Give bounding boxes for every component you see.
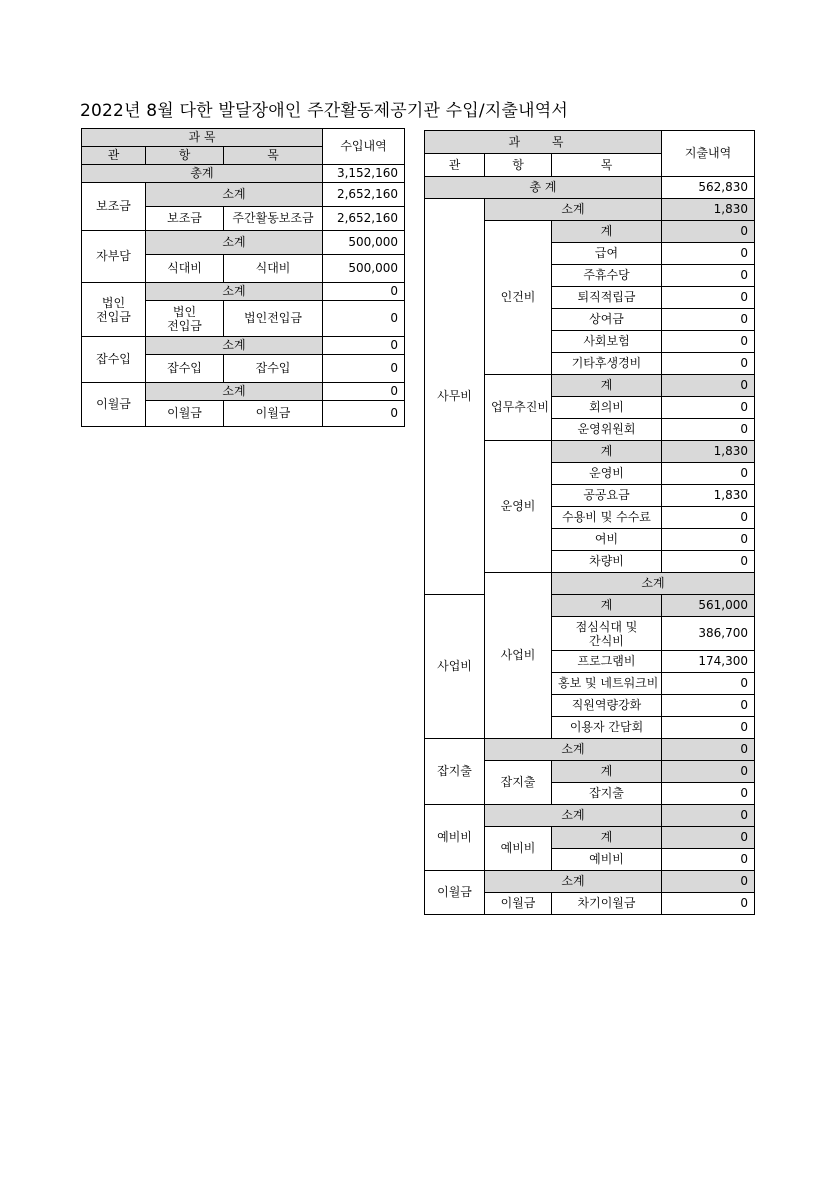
expense-subtotal-label: 소계 (485, 805, 662, 827)
expense-mok-cell: 공공요금 (552, 485, 662, 507)
expense-subtotal-label: 소계 (485, 871, 662, 893)
expense-mok-cell: 운영비 (552, 463, 662, 485)
income-total-amount: 3,152,160 (323, 165, 405, 183)
expense-table (424, 130, 755, 915)
expense-amount-cell: 0 (662, 717, 755, 739)
income-header-mok: 목 (224, 147, 323, 165)
income-amount-cell: 0 (323, 301, 405, 337)
expense-gwan-cell: 예비비 (425, 805, 485, 871)
income-hang-cell: 이월금 (146, 401, 224, 427)
expense-amount-cell: 386,700 (662, 617, 755, 651)
income-subtotal-label: 소계 (146, 283, 323, 301)
expense-amount-cell: 1,830 (662, 485, 755, 507)
expense-subtotal-amount: 0 (662, 871, 755, 893)
expense-hang-cell: 인건비 (485, 221, 552, 375)
income-hang-cell: 법인 전입금 (146, 301, 224, 337)
income-amount-cell: 2,652,160 (323, 207, 405, 231)
expense-mok-cell: 계 (552, 827, 662, 849)
expense-subtotal-amount: 1,830 (662, 199, 755, 221)
income-total-label: 총계 (82, 165, 323, 183)
income-subtotal-amount: 0 (323, 383, 405, 401)
income-subtotal-label: 소계 (146, 231, 323, 255)
expense-mok-cell: 급여 (552, 243, 662, 265)
expense-mok-cell: 퇴직적립금 (552, 287, 662, 309)
income-subtotal-amount: 0 (323, 337, 405, 355)
income-hang-cell: 보조금 (146, 207, 224, 231)
expense-mok-cell: 프로그램비 (552, 651, 662, 673)
expense-mok-cell: 여비 (552, 529, 662, 551)
expense-total-amount: 562,830 (662, 177, 755, 199)
expense-amount-cell: 0 (662, 551, 755, 573)
income-amount-cell: 0 (323, 401, 405, 427)
income-amount-cell: 0 (323, 355, 405, 383)
expense-amount-cell: 0 (662, 673, 755, 695)
income-header-gwan: 관 (82, 147, 146, 165)
income-header-gwamok: 과 목 (82, 129, 323, 147)
expense-amount-cell: 1,830 (662, 441, 755, 463)
expense-mok-cell: 계 (552, 441, 662, 463)
expense-mok-cell: 차기이월금 (552, 893, 662, 915)
expense-hang-cell: 예비비 (485, 827, 552, 871)
expense-mok-cell: 계 (552, 221, 662, 243)
expense-amount-cell: 0 (662, 507, 755, 529)
expense-mok-cell: 주휴수당 (552, 265, 662, 287)
expense-subtotal-label: 소계 (485, 199, 662, 221)
expense-hang-cell: 이월금 (485, 893, 552, 915)
expense-mok-cell: 계 (552, 595, 662, 617)
income-subtotal-amount: 0 (323, 283, 405, 301)
expense-amount-cell: 0 (662, 419, 755, 441)
expense-mok-cell: 사회보험 (552, 331, 662, 353)
expense-amount-cell: 0 (662, 529, 755, 551)
expense-gwan-cell: 사업비 (485, 573, 552, 739)
expense-subtotal-amount: 0 (662, 739, 755, 761)
expense-mok-cell: 계 (552, 375, 662, 397)
income-subtotal-label: 소계 (146, 383, 323, 401)
expense-amount-cell: 0 (662, 463, 755, 485)
expense-amount-cell: 0 (662, 827, 755, 849)
income-subtotal-amount: 500,000 (323, 231, 405, 255)
expense-amount-cell: 0 (662, 761, 755, 783)
expense-subtotal-amount: 0 (662, 805, 755, 827)
income-gwan-cell: 이월금 (82, 383, 146, 427)
income-gwan-cell: 잡수입 (82, 337, 146, 383)
expense-mok-cell: 이용자 간담회 (552, 717, 662, 739)
income-mok-cell: 주간활동보조금 (224, 207, 323, 231)
expense-mok-cell: 회의비 (552, 397, 662, 419)
expense-gwan-cell: 이월금 (425, 871, 485, 915)
expense-header-mok: 목 (552, 154, 662, 177)
expense-amount-cell: 0 (662, 893, 755, 915)
income-gwan-cell: 자부담 (82, 231, 146, 283)
income-mok-cell: 식대비 (224, 255, 323, 283)
expense-total-label: 총 계 (425, 177, 662, 199)
expense-mok-cell: 점심식대 및 간식비 (552, 617, 662, 651)
income-header-amount: 수입내역 (323, 129, 405, 165)
expense-mok-cell: 기타후생경비 (552, 353, 662, 375)
expense-amount-cell: 0 (662, 397, 755, 419)
income-mok-cell: 이월금 (224, 401, 323, 427)
expense-subtotal-label: 소계 (485, 739, 662, 761)
income-mok-cell: 잡수입 (224, 355, 323, 383)
expense-mok-cell: 운영위원회 (552, 419, 662, 441)
document-title: 2022년 8월 다한 발달장애인 주간활동제공기관 수입/지출내역서 (80, 101, 568, 121)
expense-header-gwamok: 과 목 (425, 131, 662, 154)
expense-gwan-cell: 사무비 (425, 199, 485, 595)
expense-amount-cell: 0 (662, 265, 755, 287)
expense-amount-cell: 0 (662, 243, 755, 265)
expense-amount-cell: 0 (662, 221, 755, 243)
income-gwan-cell: 법인 전입금 (82, 283, 146, 337)
expense-header-gwan: 관 (425, 154, 485, 177)
expense-header-hang: 항 (485, 154, 552, 177)
income-subtotal-label: 소계 (146, 337, 323, 355)
income-mok-cell: 법인전입금 (224, 301, 323, 337)
expense-hang-cell: 잡지출 (485, 761, 552, 805)
expense-amount-cell: 0 (662, 849, 755, 871)
expense-mok-cell: 예비비 (552, 849, 662, 871)
income-subtotal-label: 소계 (146, 183, 323, 207)
expense-mok-cell: 상여금 (552, 309, 662, 331)
expense-mok-cell: 계 (552, 761, 662, 783)
income-hang-cell: 식대비 (146, 255, 224, 283)
expense-amount-cell: 0 (662, 353, 755, 375)
income-subtotal-amount: 2,652,160 (323, 183, 405, 207)
income-header-hang: 항 (146, 147, 224, 165)
expense-hang-cell: 운영비 (485, 441, 552, 573)
income-amount-cell: 500,000 (323, 255, 405, 283)
income-hang-cell: 잡수입 (146, 355, 224, 383)
expense-hang-cell: 사업비 (425, 595, 485, 739)
expense-mok-cell: 홍보 및 네트워크비 (552, 673, 662, 695)
expense-amount-cell: 0 (662, 331, 755, 353)
expense-amount-cell: 0 (662, 287, 755, 309)
expense-amount-cell: 0 (662, 375, 755, 397)
expense-amount-cell: 0 (662, 783, 755, 805)
expense-amount-cell: 561,000 (662, 595, 755, 617)
expense-amount-cell: 0 (662, 695, 755, 717)
expense-mok-cell: 수용비 및 수수료 (552, 507, 662, 529)
expense-amount-cell: 174,300 (662, 651, 755, 673)
expense-subtotal-label: 소계 (552, 573, 755, 595)
expense-gwan-cell: 잡지출 (425, 739, 485, 805)
expense-hang-cell: 업무추진비 (485, 375, 552, 441)
expense-mok-cell: 잡지출 (552, 783, 662, 805)
expense-amount-cell: 0 (662, 309, 755, 331)
income-table (81, 128, 405, 427)
income-gwan-cell: 보조금 (82, 183, 146, 231)
expense-mok-cell: 직원역량강화 (552, 695, 662, 717)
expense-header-amount: 지출내역 (662, 131, 755, 177)
expense-mok-cell: 차량비 (552, 551, 662, 573)
